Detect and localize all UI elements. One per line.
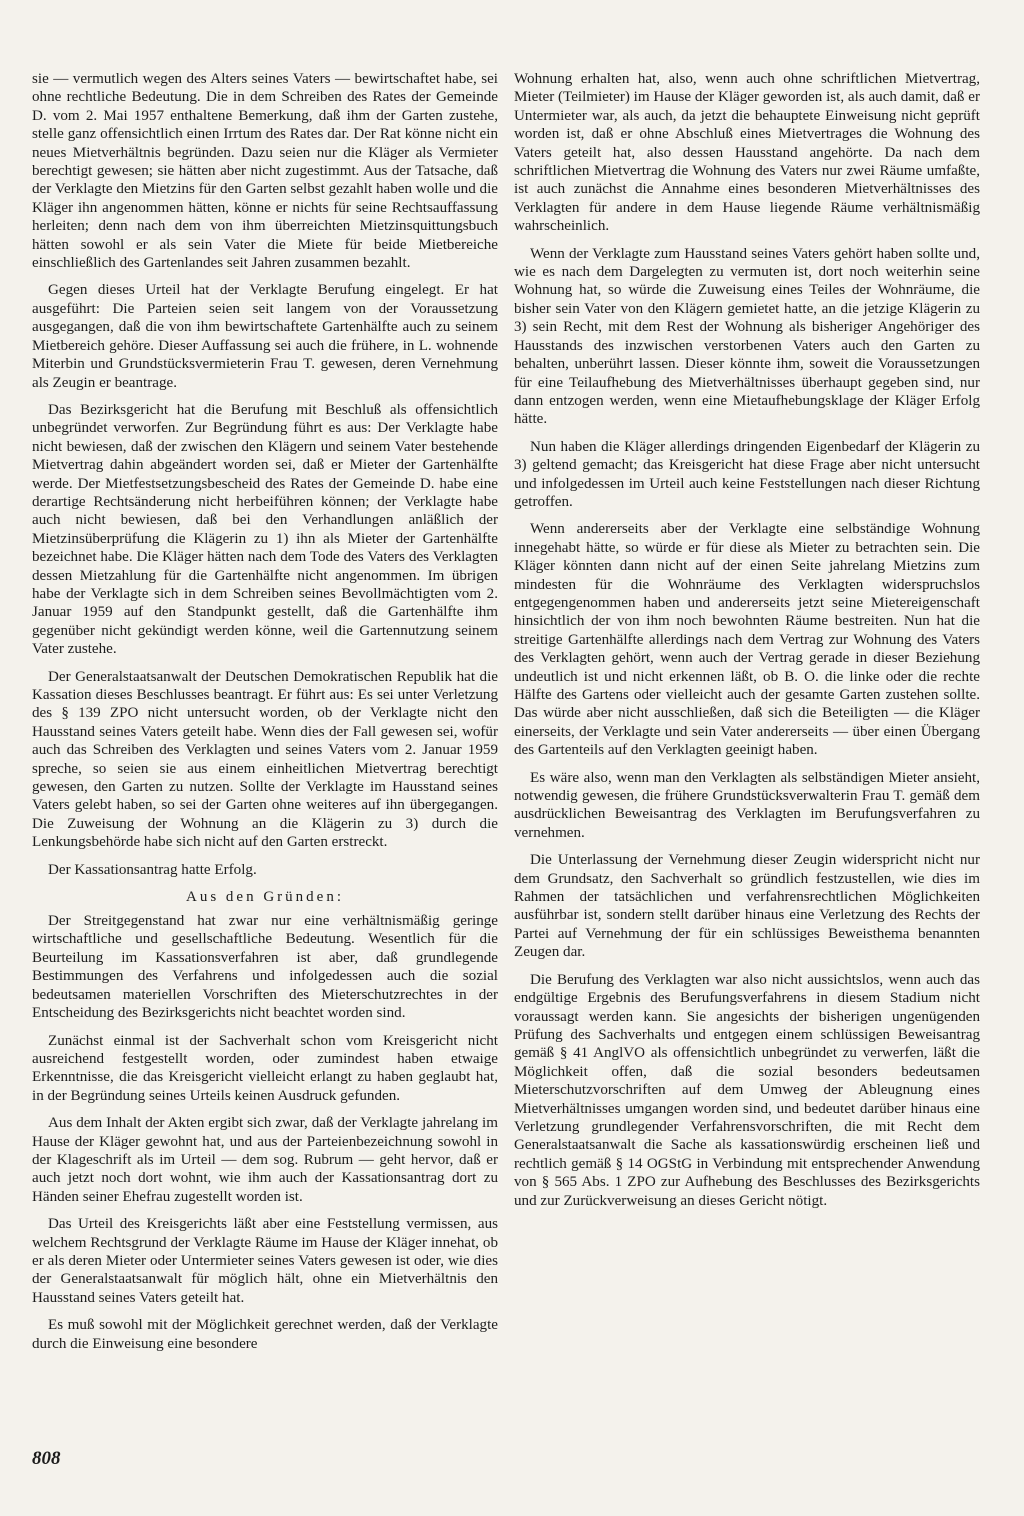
paragraph: Der Generalstaatsanwalt der Deutschen Demokratischen Republik hat die Kassation dieses Beschlusses beantragt. Er führt aus: Es sei unter Verletzung des § 139 ZPO nicht untersucht worden, ob der Verklagte nicht den Hausstand seines Vaters geteilt habe. Wenn dies der Fall gewesen sei, wofür auch das Schreiben des Verklagten und seines Vaters vom 2. Januar 1959 spreche, so seien sie aus einem einheitlichen Mietvertrag berechtigt gewesen, den Garten zu nutzen. Sollte der Verklagte im Hausstand seines Vaters gelebt haben, so sei der Garten ohne weiteres auf ihn übergegangen. Die Zuweisung der Wohnung an die Klägerin zu 3) durch die Lenkungsbehörde habe sich nicht auf den Garten erstreckt. <box>32 668 498 851</box>
paragraph: Die Berufung des Verklagten war also nicht aussichtslos, wenn auch das endgültige Ergebnis des Berufungsverfahrens in diesem Stadium nicht voraussagt werden kann. Sie angesichts der bisherigen ungenügenden Prüfung des Sachverhalts und entgegen einem schlüssigen Beweisantrag gemäß § 41 AnglVO als offensichtlich unbegründet zu verwerfen, läßt die Möglichkeit offen, daß die sozial besonders bedeutsamen Mieterschutzvorschriften auf dem Umweg der Ableugnung eines Mietverhältnisses umgangen worden sind, und bedeutet darüber hinaus eine Verletzung grundlegender Verfahrensvorschriften, die mit Recht dem Generalstaatsanwalt die Sache als kassationswürdig erscheinen ließ und rechtlich gemäß § 14 OGStG in Verbindung mit entsprechender Anwendung von § 565 Abs. 1 ZPO zur Aufhebung des Beschlusses des Bezirksgerichts und zur Zurückverweisung an dieses Gericht nötigt. <box>514 971 980 1209</box>
section-heading: Aus den Gründen: <box>186 889 344 906</box>
paragraph: Zunächst einmal ist der Sachverhalt schon vom Kreisgericht nicht ausreichend festgestellt worden, oder zumindest haben etwaige Erkenntnisse, die das Kreisgericht vielleicht erlangt zu haben geglaubt hat, in der Begründung seines Urteils keinen Ausdruck gefunden. <box>32 1032 498 1104</box>
paragraph: Die Unterlassung der Vernehmung dieser Zeugin widerspricht nicht nur dem Grundsatz, den Sachverhalt so gründlich festzustellen, wie dies im Rahmen der tatsächlichen und verfahrensrechtlichen Möglichkeiten ausführbar ist, sondern stellt darüber hinaus eine Verletzung des Rechts der Partei auf Vernehmung der für ein schlüssiges Beweisthema benannten Zeugen dar. <box>514 852 980 961</box>
paragraph: Es muß sowohl mit der Möglichkeit gerechnet werden, daß der Verklagte durch die Einweisung eine besondere <box>32 1317 498 1352</box>
right-column <box>514 70 980 1219</box>
paragraph: Gegen dieses Urteil hat der Verklagte Berufung eingelegt. Er hat ausgeführt: Die Parteien seien seit langem von der Voraussetzung ausgegangen, daß die von ihm bewirtschaftete Gartenhälfte auch zu seinem Mietbereich gehöre. Dieser Auffassung sei auch die frühere, in L. wohnende Miterbin und Grundstücksvermieterin Frau T. gewesen, deren Vernehmung als Zeugin er beantrage. <box>32 282 498 391</box>
paragraph: Der Streitgegenstand hat zwar nur eine verhältnismäßig geringe wirtschaftliche und gesellschaftliche Bedeutung. Wesentlich für die Beurteilung im Kassationsverfahren ist aber, daß grundlegende Bestimmungen des Verfahrens und infolgedessen auch die sozial bedeutsamen materiellen Vorschriften des Mieterschutzrechtes in der Entscheidung des Bezirksgerichts nicht beachtet worden sind. <box>32 913 498 1022</box>
paragraph: Aus dem Inhalt der Akten ergibt sich zwar, daß der Verklagte jahrelang im Hause der Kläger gewohnt hat, und aus der Parteienbezeichnung sowohl in der Klageschrift als im Urteil — dem sog. Rubrum — geht hervor, daß er auch jetzt noch dort wohnt, wie ihm auch der Kassationsantrag dort zu Händen seiner Ehefrau zugestellt worden ist. <box>32 1115 498 1205</box>
paragraph: Das Bezirksgericht hat die Berufung mit Beschluß als offensichtlich unbegründet verworfen. Zur Begründung führt es aus: Der Verklagte habe nicht bewiesen, daß der zwischen den Klägern und seinem Vater bestehende Mietvertrag dahin abgeändert worden sei, daß er Mieter der Gartenhälfte werde. Der Mietfestsetzungsbescheid des Rates der Gemeinde D. habe eine derartige Rechtsänderung nicht herbeiführen können; der Verklagte habe auch nicht bewiesen, daß bei den Verhandlungen anläßlich der Mietzinsüberprüfung die Klägerin zu 1) ihn als Mieter der Gartenhälfte bezeichnet habe. Die Kläger hätten nach dem Tode des Vaters des Verklagten dessen Mietzahlung für die Gartenhälfte nicht angenommen. Im übrigen habe der Verklagte sich in dem Schreiben seines Bevollmächtigten vom 2. Januar 1959 auf den Standpunkt gestellt, daß die Gartenhälfte ihm gegenüber nicht gekündigt werden könne, weil die Gartennutzung seinem Vater zustehe. <box>32 401 498 658</box>
paragraph: Wenn der Verklagte zum Hausstand seines Vaters gehört haben sollte und, wie es nach dem Dargelegten zu vermuten ist, dort noch weiterhin seine Wohnung hat, so würde die Zuweisung eines Teiles der Wohnräume, die bisher sein Vater von den Klägern gemietet hatte, an die jetzige Klägerin zu 3) sein Recht, mit dem Rest der Wohnung als bisheriger Angehöriger des Hausstands des inzwischen verstorbenen Vaters auch den Garten zu behalten, unberührt lassen. Dieser könnte ihm, soweit die Voraussetzungen für eine Teilaufhebung des Mietverhältnisses überhaupt gegeben sind, nur dann entzogen werden, wenn eine Mietaufhebungsklage der Kläger Erfolg hätte. <box>514 245 980 428</box>
page-number: 808 <box>32 1448 61 1469</box>
paragraph: Wohnung erhalten hat, also, wenn auch ohne schriftlichen Mietvertrag, Mieter (Teilmieter) im Hause der Kläger geworden ist, als auch damit, daß er Untermieter war, als auch, da jetzt die behauptete Einweisung nicht geprüft worden ist, daß er ohne Abschluß eines Mietvertrages die Wohnung des Vaters geteilt hat, also dessen Hausstand angehörte. Da nach dem schriftlichen Mietvertrag die Wohnung des Vaters nur zwei Räume umfaßte, ist auch zunächst die Annahme eines besonderen Mietverhältnisses des Verklagten für andere in dem Hause liegende Räume verhältnismäßig wahrscheinlich. <box>514 71 980 235</box>
paragraph: Das Urteil des Kreisgerichts läßt aber eine Feststellung vermissen, aus welchem Rechtsgrund der Verklagte Räume im Hause der Kläger innehat, ob er als deren Mieter oder Untermieter seines Vaters gewesen ist oder, wie dies der Generalstaatsanwalt für möglich hält, ohne ein Mietverhältnis den Hausstand seines Vaters geteilt hat. <box>32 1216 498 1306</box>
paragraph: Nun haben die Kläger allerdings dringenden Eigenbedarf der Klägerin zu 3) geltend gemacht; das Kreisgericht hat diese Frage aber nicht untersucht und infolgedessen im Urteil auch keine Feststellungen nach dieser Richtung getroffen. <box>514 438 980 510</box>
paragraph: Es wäre also, wenn man den Verklagten als selbständigen Mieter ansieht, notwendig gewesen, die frühere Grundstücksverwalterin Frau T. gemäß dem ausdrücklichen Beweisantrag des Verklagten im Berufungsverfahren zu vernehmen. <box>514 769 980 841</box>
paragraph: Wenn andererseits aber der Verklagte eine selbständige Wohnung innegehabt hätte, so würde er für diese als Mieter zu betrachten sein. Die Kläger könnten dann nicht auf der einen Seite jahrelang Mietzins zum mindesten für die Wohnräume des Verklagten widerspruchslos entgegengenommen haben und andererseits jetzt seine Mietereigenschaft hinsichtlich der von ihm noch bewohnten Räume bestreiten. Nun hat die streitige Gartenhälfte allerdings nach dem Vertrag zur Wohnung des Vaters des Verklagten gehört, wenn auch der Vertrag gerade in dieser Beziehung undeutlich ist und nicht erkennen läßt, ob B. O. die linke oder die rechte Hälfte des Gartens oder vielleicht auch der gesamte Garten zustehen sollte. Das würde aber nicht ausschließen, daß sich die Beteiligten — die Kläger einerseits, der Verklagte und sein Vater andererseits — über einen Übergang des Gartenteils auf den Verklagten geeinigt haben. <box>514 521 980 759</box>
paragraph: Der Kassationsantrag hatte Erfolg. <box>48 861 257 878</box>
left-column <box>32 70 498 1362</box>
paragraph: sie — vermutlich wegen des Alters seines Vaters — bewirtschaftet habe, sei ohne rechtliche Bedeutung. Die in dem Schreiben des Rates der Gemeinde D. vom 2. Mai 1957 enthaltene Bemerkung, daß ihm der Garten zustehe, stelle ganz offensichtlich einen Irrtum des Rates dar. Der Rat könne nicht ein neues Mietverhältnis begründen. Dazu seien nur die Kläger als Vermieter berechtigt gewesen; sie hätten aber nicht zugestimmt. Aus der Tatsache, daß der Verklagte den Mietzins für den Garten selbst gezahlt haben wolle und die Kläger ihn angenommen hätten, könne er nichts für seine Rechtsauffassung herleiten; denn nach dem von ihm überreichten Mietzinsquittungsbuch hätten sowohl er als sein Vater die Miete für beide Mietbereiche einschließlich des Gartenlandes seit Jahren zusammen bezahlt. <box>32 71 498 272</box>
